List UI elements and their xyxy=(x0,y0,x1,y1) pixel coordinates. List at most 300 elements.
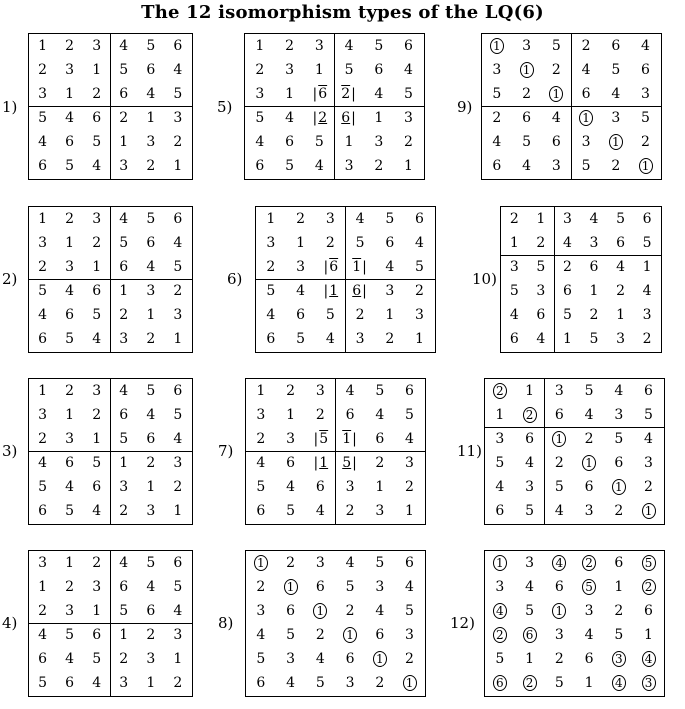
square-cell: 1 xyxy=(385,307,395,324)
square-cell xyxy=(634,551,664,575)
square-cell: 3 xyxy=(173,627,183,644)
square-cell xyxy=(544,551,574,575)
square-cell: 3 xyxy=(581,134,591,151)
square-cell: 4 xyxy=(584,627,594,644)
square-cell: 3 xyxy=(415,307,424,324)
square-cell: 1 xyxy=(173,331,183,348)
square-cell xyxy=(544,599,574,623)
square-cell: 1 xyxy=(644,627,653,644)
square-cell: 5 xyxy=(173,579,183,596)
square-cell: 4 xyxy=(146,579,156,596)
square-cell: 4 xyxy=(315,503,325,520)
square-cell: 2 xyxy=(581,38,591,55)
square-cell: 5 xyxy=(584,383,594,400)
square-cell: 4 xyxy=(315,651,325,668)
square-cell: 2 xyxy=(285,38,295,55)
square-cell: 4 xyxy=(38,627,47,644)
square-cell: 6 xyxy=(119,407,129,424)
square-cell: 3 xyxy=(589,235,599,252)
square-cell: 6 xyxy=(146,603,156,620)
square-cell: 4 xyxy=(614,383,624,400)
square-cell: 4 xyxy=(173,235,183,252)
square-cell: 2 xyxy=(522,86,532,103)
square-cell: 2 xyxy=(146,627,156,644)
square-cell: 5 xyxy=(581,158,591,175)
circled-entry: 6 xyxy=(523,627,537,643)
square-cell: 5 xyxy=(554,675,564,692)
square-cell: 4 xyxy=(119,383,129,400)
square-cell: 1 xyxy=(256,383,266,400)
square-cell: 2 xyxy=(256,431,266,448)
square-cell: 5 xyxy=(173,407,183,424)
square-cell: 3 xyxy=(644,455,653,472)
square-cell: 6 xyxy=(536,307,546,324)
square-cell: 3 xyxy=(495,579,505,596)
square-cell: 5 xyxy=(65,158,75,175)
square-label: 4) xyxy=(2,614,18,632)
square-cell: 6 xyxy=(119,86,129,103)
square-cell: 3 xyxy=(404,110,413,127)
square-cell: 2 xyxy=(173,283,183,300)
square-cell: 5 xyxy=(375,383,385,400)
square-cell: 2 xyxy=(551,62,561,79)
square-cell: 6 xyxy=(92,110,102,127)
circled-entry: 2 xyxy=(493,627,507,643)
square-cell: 2 | xyxy=(341,86,356,103)
latin-square-6 xyxy=(255,206,436,353)
square-cell: 3 xyxy=(286,431,296,448)
square-cell: 3 xyxy=(551,158,561,175)
square-cell xyxy=(515,403,545,427)
circled-entry: 5 xyxy=(582,579,596,595)
square-cell: 2 xyxy=(173,675,183,692)
square-cell: 6 xyxy=(562,283,572,300)
square-cell: 5 xyxy=(589,331,599,348)
circled-entry: 1 xyxy=(642,503,656,519)
square-cell: 6 xyxy=(315,579,325,596)
square-cell: 6 xyxy=(644,383,653,400)
square-cell: 4 xyxy=(345,383,355,400)
square-cell: 4 xyxy=(38,307,47,324)
square-cell: 5 xyxy=(266,283,276,300)
square-cell: 4 xyxy=(375,407,385,424)
square-cell xyxy=(634,575,664,599)
square-cell: 4 xyxy=(611,86,621,103)
square-cell: 4 xyxy=(256,455,266,472)
square-cell: 6 xyxy=(385,235,395,252)
square-cell: 3 xyxy=(554,627,564,644)
square-cell: 5 xyxy=(614,627,624,644)
square-cell: 6 xyxy=(266,331,276,348)
square-cell: 1 xyxy=(146,675,156,692)
square-cell: 6 xyxy=(405,555,414,572)
square-cell: 3 xyxy=(616,331,625,348)
square-cell: 3 xyxy=(642,307,652,324)
square-cell: 3 xyxy=(65,259,75,276)
square-cell xyxy=(485,599,515,623)
square-cell: 6 xyxy=(616,235,625,252)
square-cell: 2 xyxy=(374,158,384,175)
square-cell: 5 xyxy=(119,603,129,620)
square-cell: 4 xyxy=(644,431,653,448)
square-cell: 3 xyxy=(536,283,546,300)
square-cell: 5 xyxy=(374,38,384,55)
square-cell: 4 xyxy=(173,431,183,448)
square-cell: 3 xyxy=(38,555,47,572)
square-cell: 2 xyxy=(584,431,594,448)
square-cell: 1 xyxy=(92,259,102,276)
square-cell: 6 xyxy=(375,431,385,448)
square-cell: 6 | xyxy=(352,283,367,300)
square-cell: 6 xyxy=(173,211,183,228)
square-cell: 6 xyxy=(611,38,621,55)
latin-square-1 xyxy=(28,33,193,180)
square-cell: 5 xyxy=(92,651,102,668)
square-cell: 6 xyxy=(285,134,295,151)
square-cell xyxy=(544,427,574,451)
square-cell: 4 xyxy=(285,110,295,127)
square-cell: 5 xyxy=(38,675,47,692)
square-cell: 4 xyxy=(345,555,355,572)
square-cell: 3 xyxy=(146,134,156,151)
square-cell xyxy=(634,647,664,671)
square-cell: 6 xyxy=(584,479,594,496)
square-cell: 1 xyxy=(584,675,594,692)
square-cell: 4 xyxy=(119,555,129,572)
square-cell xyxy=(541,82,571,106)
square-cell: 6 xyxy=(554,579,564,596)
circled-entry: 6 xyxy=(493,675,507,691)
square-cell xyxy=(634,499,664,523)
square-cell: 3 xyxy=(296,259,306,276)
square-cell: 3 xyxy=(325,211,335,228)
square-cell: 4 xyxy=(495,479,505,496)
square-cell: 1 xyxy=(344,134,354,151)
square-cell: 4 xyxy=(525,579,535,596)
square-cell: 4 xyxy=(374,86,384,103)
square-cell: 2 xyxy=(286,555,296,572)
square-cell: 4 xyxy=(589,211,599,228)
square-cell: 1 xyxy=(404,158,413,175)
square-cell: 4 xyxy=(344,38,354,55)
square-cell: 6 xyxy=(173,38,183,55)
square-cell: 5 xyxy=(119,431,129,448)
square-cell: 2 xyxy=(65,211,75,228)
square-cell: 4 xyxy=(404,62,413,79)
square-cell xyxy=(485,551,515,575)
square-cell: 1 xyxy=(525,383,535,400)
square-cell: 5 xyxy=(146,383,156,400)
square-cell: 3 xyxy=(314,38,324,55)
square-cell: 3 xyxy=(374,134,384,151)
square-cell: 2 xyxy=(146,455,156,472)
square-cell xyxy=(365,647,395,671)
square-cell: 2 xyxy=(405,479,414,496)
square-cell: 1 xyxy=(173,158,183,175)
square-cell: 1 xyxy=(119,134,129,151)
square-cell: 2 xyxy=(562,259,572,276)
circled-entry: 1 xyxy=(609,134,623,150)
square-cell: 1 xyxy=(173,503,183,520)
square-cell: 6 xyxy=(581,86,591,103)
square-cell: 4 xyxy=(146,86,156,103)
square-cell: 1 xyxy=(119,455,129,472)
square-cell: 6 xyxy=(641,62,650,79)
square-cell: 5 xyxy=(146,211,156,228)
square-cell: 4 xyxy=(266,307,276,324)
square-label: 10) xyxy=(472,270,497,288)
square-cell: 6 xyxy=(146,431,156,448)
circled-entry: 4 xyxy=(493,603,507,619)
square-cell: 6 xyxy=(173,555,183,572)
square-cell: 5 | xyxy=(342,455,357,472)
latin-square-10 xyxy=(500,206,662,353)
square-cell: 3 xyxy=(255,86,265,103)
square-label: 12) xyxy=(450,614,475,632)
circled-entry: 3 xyxy=(642,675,656,691)
square-cell: 6 xyxy=(584,651,594,668)
square-cell xyxy=(515,623,545,647)
square-cell: 3 xyxy=(146,283,156,300)
square-cell: 2 xyxy=(255,62,265,79)
square-cell: 2 xyxy=(536,235,546,252)
square-cell: 5 xyxy=(404,86,413,103)
square-cell: 6 xyxy=(286,455,296,472)
square-cell: 1 xyxy=(146,479,156,496)
square-cell xyxy=(604,475,634,499)
circled-entry: 1 xyxy=(490,38,504,54)
square-cell: 3 xyxy=(492,62,502,79)
square-cell: 4 xyxy=(581,62,591,79)
square-cell: 5 xyxy=(509,283,519,300)
square-cell: 2 xyxy=(92,235,102,252)
square-cell: 3 xyxy=(119,331,129,348)
square-cell: 4 xyxy=(554,503,564,520)
square-cell: 5 xyxy=(562,307,572,324)
square-cell xyxy=(335,623,365,647)
square-cell: 5 xyxy=(314,134,324,151)
square-cell: 4 xyxy=(146,407,156,424)
square-cell: 3 xyxy=(562,211,572,228)
square-cell: 3 xyxy=(256,603,266,620)
square-cell: 2 xyxy=(266,259,276,276)
square-cell: 6 xyxy=(415,211,424,228)
square-cell: 6 xyxy=(522,110,532,127)
square-cell: 5 xyxy=(256,651,266,668)
square-cell: 3 xyxy=(345,479,355,496)
circled-entry: 2 xyxy=(523,675,537,691)
square-cell: 2 xyxy=(315,627,325,644)
square-cell: 5 xyxy=(415,259,424,276)
square-cell: 3 xyxy=(38,407,47,424)
square-cell xyxy=(276,575,306,599)
square-cell: 4 xyxy=(255,134,265,151)
circled-entry: 4 xyxy=(642,651,656,667)
square-cell: 5 xyxy=(65,627,75,644)
square-cell: 2 xyxy=(92,86,102,103)
square-cell: 2 xyxy=(65,383,75,400)
square-cell: 2 xyxy=(611,158,621,175)
square-cell xyxy=(482,34,512,58)
square-cell xyxy=(574,451,604,475)
square-cell: 2 xyxy=(355,307,365,324)
square-cell: 4 xyxy=(415,235,424,252)
square-cell xyxy=(485,379,515,403)
square-cell: 3 xyxy=(385,283,395,300)
square-cell: 5 xyxy=(614,431,624,448)
square-cell: 3 xyxy=(525,479,535,496)
square-cell: 4 xyxy=(551,110,561,127)
square-cell: 5 xyxy=(65,331,75,348)
square-cell: 5 xyxy=(495,651,505,668)
square-cell: 4 xyxy=(509,307,519,324)
square-cell: 4 xyxy=(325,331,335,348)
square-cell: 6 xyxy=(92,479,102,496)
square-cell: 6 xyxy=(65,134,75,151)
square-cell: 2 xyxy=(256,579,266,596)
square-cell: 5 xyxy=(286,627,296,644)
circled-entry: 1 xyxy=(612,479,626,495)
square-cell: 5 xyxy=(492,86,502,103)
square-cell: 6 xyxy=(38,651,47,668)
circled-entry: 3 xyxy=(612,651,626,667)
square-cell xyxy=(574,551,604,575)
square-cell: 6 xyxy=(146,62,156,79)
square-cell: 1 xyxy=(525,651,535,668)
square-cell: 3 xyxy=(92,211,102,228)
square-cell xyxy=(601,130,631,154)
square-cell: 5 xyxy=(92,307,102,324)
square-cell: 3 xyxy=(119,675,129,692)
square-cell: 5 xyxy=(642,235,652,252)
square-cell: 3 xyxy=(146,503,156,520)
square-cell: 1 xyxy=(286,407,296,424)
square-cell: 6 xyxy=(65,307,75,324)
square-cell: 2 xyxy=(38,431,47,448)
square-cell: 2 xyxy=(404,134,413,151)
square-cell xyxy=(395,671,425,695)
square-cell: 1 xyxy=(642,259,652,276)
square-cell: 5 xyxy=(38,110,47,127)
square-cell: 1 xyxy=(405,503,414,520)
circled-entry: 1 xyxy=(549,86,563,102)
square-cell: 6 xyxy=(492,158,502,175)
square-cell: 3 xyxy=(173,307,183,324)
square-cell: 5 xyxy=(173,259,183,276)
square-label: 1) xyxy=(2,98,18,116)
square-cell: 1 xyxy=(146,307,156,324)
square-cell xyxy=(246,551,276,575)
square-cell: 3 xyxy=(266,235,276,252)
square-cell: 2 xyxy=(92,555,102,572)
square-cell: 4 xyxy=(92,675,102,692)
square-cell: 2 xyxy=(641,134,650,151)
square-label: 7) xyxy=(218,442,234,460)
square-cell: 6 xyxy=(495,503,505,520)
square-cell: 1 xyxy=(314,62,324,79)
latin-square-12 xyxy=(484,550,665,697)
square-cell: 3 xyxy=(405,455,414,472)
square-cell: 5 xyxy=(554,479,564,496)
square-cell: 6 xyxy=(315,479,325,496)
circled-entry: 2 xyxy=(642,579,656,595)
square-label: 5) xyxy=(217,98,233,116)
latin-square-5 xyxy=(244,33,425,180)
square-cell: 5 xyxy=(522,134,532,151)
circled-entry: 5 xyxy=(642,555,656,571)
square-cell xyxy=(631,154,661,178)
square-cell: 6 xyxy=(38,331,47,348)
square-cell: 4 xyxy=(522,158,532,175)
circled-entry: 1 xyxy=(639,158,653,174)
square-cell: 4 xyxy=(562,235,572,252)
square-cell: 1 xyxy=(38,383,47,400)
square-cell: 1 xyxy=(536,211,546,228)
latin-square-8 xyxy=(245,550,426,697)
square-cell: 6 xyxy=(554,407,564,424)
square-cell: 4 xyxy=(38,134,47,151)
square-cell: 2 xyxy=(616,283,625,300)
square-cell: 3 xyxy=(285,62,295,79)
square-cell: 6 xyxy=(256,675,266,692)
square-cell: 5 xyxy=(256,479,266,496)
square-cell: 2 xyxy=(146,158,156,175)
square-cell: 3 xyxy=(173,455,183,472)
square-cell: 3 xyxy=(256,407,266,424)
square-cell: 4 xyxy=(536,331,546,348)
latin-square-2 xyxy=(28,206,193,353)
square-cell: 5 xyxy=(345,579,355,596)
square-cell: 1 xyxy=(285,86,295,103)
square-cell: 1 xyxy=(616,307,625,324)
square-cell: 2 xyxy=(315,407,325,424)
circled-entry: 1 xyxy=(520,62,534,78)
square-cell xyxy=(515,671,545,695)
square-label: 11) xyxy=(457,442,482,460)
square-cell: | 1 xyxy=(323,283,339,300)
square-cell: 3 xyxy=(38,86,47,103)
circled-entry: 1 xyxy=(343,627,357,643)
square-cell: 6 xyxy=(146,235,156,252)
square-cell: 5 xyxy=(375,555,385,572)
square-cell: 5 xyxy=(551,38,561,55)
square-cell: 5 xyxy=(405,603,414,620)
square-cell: 4 xyxy=(92,503,102,520)
square-cell: 1 xyxy=(509,235,519,252)
square-cell: 5 xyxy=(119,62,129,79)
square-cell: 5 xyxy=(65,503,75,520)
square-cell: 5 xyxy=(146,38,156,55)
square-cell: 6 xyxy=(644,603,653,620)
square-cell: 6 xyxy=(286,603,296,620)
square-cell: 4 xyxy=(65,479,75,496)
square-cell: 3 xyxy=(584,503,594,520)
square-cell: 3 xyxy=(495,431,505,448)
square-cell: 6 xyxy=(92,627,102,644)
square-cell: 2 xyxy=(92,407,102,424)
square-cell: 5 xyxy=(525,603,535,620)
square-cell: 2 xyxy=(119,651,129,668)
square-label: 8) xyxy=(218,614,234,632)
circled-entry: 4 xyxy=(552,555,566,571)
square-cell: 2 xyxy=(589,307,599,324)
square-cell: 2 xyxy=(415,283,424,300)
square-cell: 5 xyxy=(611,62,621,79)
square-cell: 5 xyxy=(285,158,295,175)
square-cell: 4 xyxy=(173,603,183,620)
square-cell: 4 xyxy=(296,283,306,300)
square-label: 3) xyxy=(2,442,18,460)
